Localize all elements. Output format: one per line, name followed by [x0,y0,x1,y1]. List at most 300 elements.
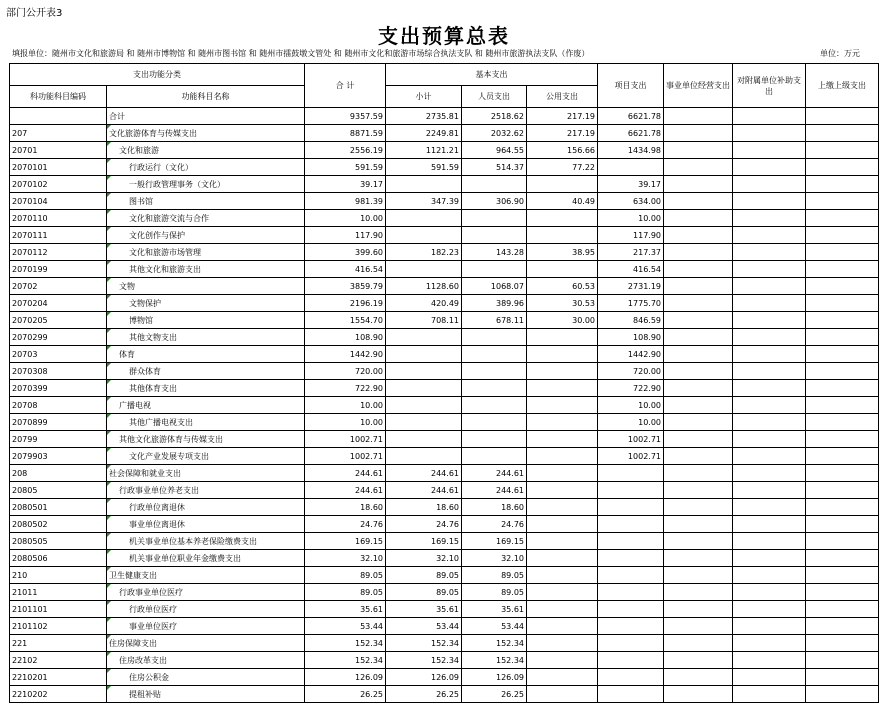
cell-subtotal: 152.34 [386,635,462,652]
cell-upper [806,380,879,397]
cell-code: 2080501 [10,499,107,516]
cell-public [527,431,598,448]
cell-personnel: 244.61 [462,482,527,499]
cell-project: 1002.71 [598,431,664,448]
cell-total: 24.76 [305,516,386,533]
cell-marker-icon [107,312,111,316]
cell-personnel: 126.09 [462,669,527,686]
header-basic: 基本支出 [386,64,598,86]
cell-name [107,397,305,414]
cell-upper [806,193,879,210]
cell-upper [806,176,879,193]
cell-total: 10.00 [305,414,386,431]
cell-subsidy [733,533,806,550]
cell-upper [806,584,879,601]
cell-project: 1775.70 [598,295,664,312]
cell-public [527,482,598,499]
cell-name-text: 提租补贴 [129,689,161,699]
table-row [10,533,879,550]
cell-subsidy [733,227,806,244]
cell-subtotal: 244.61 [386,465,462,482]
cell-subtotal: 347.39 [386,193,462,210]
cell-name [107,516,305,533]
cell-marker-icon [107,176,111,180]
cell-personnel: 678.11 [462,312,527,329]
cell-name [107,227,305,244]
cell-upper [806,516,879,533]
cell-project: 10.00 [598,414,664,431]
table-row [10,431,879,448]
cell-personnel: 306.90 [462,193,527,210]
cell-marker-icon [107,516,111,520]
cell-marker-icon [107,482,111,486]
cell-subtotal: 35.61 [386,601,462,618]
cell-project: 6621.78 [598,125,664,142]
cell-name [107,482,305,499]
cell-subtotal: 591.59 [386,159,462,176]
cell-personnel: 53.44 [462,618,527,635]
cell-project: 634.00 [598,193,664,210]
table-row [10,193,879,210]
cell-subsidy [733,652,806,669]
header-personnel: 人员支出 [462,86,527,108]
cell-project [598,159,664,176]
cell-project: 722.90 [598,380,664,397]
cell-name-text: 住房改革支出 [119,655,167,665]
cell-public: 30.53 [527,295,598,312]
header-project: 项目支出 [598,64,664,108]
cell-total: 89.05 [305,584,386,601]
cell-subsidy [733,567,806,584]
table-row [10,363,879,380]
cell-name [107,193,305,210]
cell-public: 77.22 [527,159,598,176]
cell-project [598,618,664,635]
table-row [10,329,879,346]
cell-upper [806,499,879,516]
cell-name [107,550,305,567]
cell-enterprise [664,210,733,227]
table-row [10,176,879,193]
cell-personnel [462,363,527,380]
cell-subsidy [733,312,806,329]
header-upper: 上缴上级支出 [806,64,879,108]
cell-project: 846.59 [598,312,664,329]
table-row [10,227,879,244]
cell-public [527,210,598,227]
cell-subtotal: 24.76 [386,516,462,533]
header-code: 科功能科目编码 [10,86,107,108]
cell-name [107,652,305,669]
cell-name-text: 一般行政管理事务（文化） [129,179,225,189]
cell-name-text: 广播电视 [119,400,151,410]
cell-code: 21011 [10,584,107,601]
cell-subtotal [386,380,462,397]
cell-enterprise [664,346,733,363]
cell-public [527,618,598,635]
cell-name [107,669,305,686]
cell-public [527,635,598,652]
cell-name-text: 社会保障和就业支出 [109,468,181,478]
cell-enterprise [664,686,733,703]
cell-personnel [462,329,527,346]
cell-enterprise [664,329,733,346]
cell-enterprise [664,499,733,516]
cell-marker-icon [107,159,111,163]
cell-name [107,465,305,482]
cell-personnel: 964.55 [462,142,527,159]
cell-upper [806,431,879,448]
cell-enterprise [664,108,733,125]
cell-subtotal: 420.49 [386,295,462,312]
cell-marker-icon [107,431,111,435]
cell-marker-icon [107,193,111,197]
cell-name [107,346,305,363]
cell-subtotal: 126.09 [386,669,462,686]
table-row [10,278,879,295]
cell-personnel [462,380,527,397]
table-row [10,125,879,142]
cell-public [527,601,598,618]
cell-name-text: 住房公积金 [129,672,169,682]
cell-name [107,448,305,465]
cell-total: 591.59 [305,159,386,176]
cell-public: 40.49 [527,193,598,210]
cell-marker-icon [107,125,111,129]
cell-subsidy [733,618,806,635]
cell-enterprise [664,601,733,618]
cell-subtotal [386,176,462,193]
cell-code: 207 [10,125,107,142]
cell-enterprise [664,142,733,159]
cell-public [527,652,598,669]
cell-code: 22102 [10,652,107,669]
cell-project: 10.00 [598,397,664,414]
table-row [10,567,879,584]
cell-personnel: 32.10 [462,550,527,567]
cell-project [598,652,664,669]
cell-code [10,108,107,125]
cell-name [107,210,305,227]
cell-subtotal: 53.44 [386,618,462,635]
cell-enterprise [664,295,733,312]
cell-enterprise [664,363,733,380]
cell-subtotal [386,397,462,414]
cell-code: 2070199 [10,261,107,278]
cell-marker-icon [107,652,111,656]
cell-upper [806,448,879,465]
table-row [10,635,879,652]
cell-subsidy [733,210,806,227]
cell-code: 2070111 [10,227,107,244]
cell-enterprise [664,125,733,142]
cell-code: 20703 [10,346,107,363]
cell-total: 722.90 [305,380,386,397]
cell-total: 244.61 [305,465,386,482]
table-row [10,584,879,601]
cell-subtotal: 2249.81 [386,125,462,142]
cell-enterprise [664,380,733,397]
cell-subsidy [733,635,806,652]
table-row [10,397,879,414]
cell-subsidy [733,346,806,363]
cell-personnel [462,414,527,431]
table-row [10,482,879,499]
table-row [10,380,879,397]
cell-public [527,465,598,482]
cell-public [527,533,598,550]
cell-subtotal: 182.23 [386,244,462,261]
cell-personnel [462,210,527,227]
cell-upper [806,125,879,142]
cell-total: 416.54 [305,261,386,278]
cell-subsidy [733,142,806,159]
cell-public [527,686,598,703]
cell-upper [806,482,879,499]
cell-subtotal [386,448,462,465]
currency-unit: 单位：万元 [820,49,860,58]
cell-name-text: 体育 [119,349,135,359]
cell-subsidy [733,363,806,380]
cell-enterprise [664,312,733,329]
cell-enterprise [664,669,733,686]
cell-subsidy [733,261,806,278]
cell-project [598,584,664,601]
cell-subsidy [733,244,806,261]
cell-subsidy [733,516,806,533]
cell-code: 2070102 [10,176,107,193]
cell-code: 2080505 [10,533,107,550]
cell-marker-icon [107,278,111,282]
cell-project [598,686,664,703]
cell-project [598,567,664,584]
cell-name-text: 卫生健康支出 [109,570,157,580]
cell-name [107,329,305,346]
cell-name [107,295,305,312]
cell-code: 210 [10,567,107,584]
cell-upper [806,567,879,584]
cell-code: 20702 [10,278,107,295]
cell-personnel [462,261,527,278]
cell-enterprise [664,176,733,193]
cell-name-text: 其他文化和旅游支出 [129,264,201,274]
cell-subsidy [733,193,806,210]
cell-code: 20708 [10,397,107,414]
cell-enterprise [664,482,733,499]
cell-subtotal: 1128.60 [386,278,462,295]
cell-total: 35.61 [305,601,386,618]
cell-upper [806,465,879,482]
cell-subsidy [733,499,806,516]
cell-name [107,278,305,295]
cell-subtotal: 708.11 [386,312,462,329]
cell-name-text: 行政单位医疗 [129,604,177,614]
cell-public [527,346,598,363]
cell-project: 117.90 [598,227,664,244]
cell-total: 39.17 [305,176,386,193]
table-row [10,346,879,363]
cell-project [598,533,664,550]
cell-name-text: 博物馆 [129,315,153,325]
cell-subtotal: 152.34 [386,652,462,669]
cell-subsidy [733,482,806,499]
cell-name [107,380,305,397]
cell-enterprise [664,414,733,431]
cell-total: 10.00 [305,210,386,227]
table-row [10,108,879,125]
cell-public [527,227,598,244]
cell-marker-icon [107,397,111,401]
cell-subsidy [733,414,806,431]
cell-enterprise [664,652,733,669]
cell-name-text: 住房保障支出 [109,638,157,648]
cell-public [527,397,598,414]
cell-marker-icon [107,261,111,265]
cell-upper [806,159,879,176]
cell-public: 38.95 [527,244,598,261]
cell-total: 9357.59 [305,108,386,125]
cell-subsidy [733,380,806,397]
table-row [10,618,879,635]
cell-name [107,244,305,261]
cell-project: 108.90 [598,329,664,346]
cell-public: 30.00 [527,312,598,329]
cell-marker-icon [107,295,111,299]
cell-subtotal: 169.15 [386,533,462,550]
cell-name-text: 其他文物支出 [129,332,177,342]
cell-subtotal: 32.10 [386,550,462,567]
cell-code: 2070112 [10,244,107,261]
cell-marker-icon [107,210,111,214]
cell-name-text: 文物保护 [129,298,161,308]
page-title: 支出预算总表 [378,24,510,48]
cell-name [107,533,305,550]
cell-upper [806,295,879,312]
cell-total: 26.25 [305,686,386,703]
cell-name [107,618,305,635]
cell-project [598,550,664,567]
cell-code: 2079903 [10,448,107,465]
cell-name [107,635,305,652]
cell-name [107,312,305,329]
cell-upper [806,533,879,550]
cell-marker-icon [107,601,111,605]
cell-project [598,635,664,652]
cell-name-text: 文化旅游体育与传媒支出 [109,128,197,138]
table-row [10,669,879,686]
cell-enterprise [664,227,733,244]
cell-upper [806,142,879,159]
cell-public: 217.19 [527,125,598,142]
cell-marker-icon [107,380,111,384]
cell-subtotal [386,329,462,346]
cell-public [527,669,598,686]
cell-upper [806,414,879,431]
table-row [10,159,879,176]
cell-name-text: 群众体育 [129,366,161,376]
cell-name-text: 文化和旅游市场管理 [129,247,201,257]
cell-public: 217.19 [527,108,598,125]
cell-marker-icon [107,227,111,231]
cell-subtotal: 2735.81 [386,108,462,125]
cell-name-text: 行政事业单位养老支出 [119,485,199,495]
table-row [10,142,879,159]
cell-subsidy [733,278,806,295]
cell-personnel: 169.15 [462,533,527,550]
cell-subsidy [733,601,806,618]
cell-subtotal: 244.61 [386,482,462,499]
cell-public [527,499,598,516]
cell-total: 152.34 [305,652,386,669]
cell-project [598,465,664,482]
cell-marker-icon [107,329,111,333]
cell-marker-icon [107,346,111,350]
cell-upper [806,261,879,278]
cell-upper [806,635,879,652]
cell-project: 10.00 [598,210,664,227]
cell-public [527,176,598,193]
header-total: 合 计 [305,64,386,108]
cell-enterprise [664,550,733,567]
cell-subtotal [386,363,462,380]
cell-name [107,601,305,618]
cell-subtotal [386,261,462,278]
cell-personnel: 35.61 [462,601,527,618]
cell-personnel [462,227,527,244]
cell-upper [806,652,879,669]
cell-total: 720.00 [305,363,386,380]
cell-code: 2070399 [10,380,107,397]
cell-name-text: 机关事业单位职业年金缴费支出 [129,553,241,563]
cell-total: 1554.70 [305,312,386,329]
cell-upper [806,397,879,414]
table-row [10,244,879,261]
cell-subsidy [733,295,806,312]
cell-upper [806,686,879,703]
table-row [10,499,879,516]
cell-upper [806,312,879,329]
cell-marker-icon [107,499,111,503]
cell-personnel: 89.05 [462,567,527,584]
budget-table [9,63,879,703]
cell-upper [806,601,879,618]
cell-public [527,329,598,346]
cell-personnel: 514.37 [462,159,527,176]
cell-subtotal [386,346,462,363]
cell-code: 2070110 [10,210,107,227]
cell-personnel [462,448,527,465]
cell-subtotal: 18.60 [386,499,462,516]
cell-total: 1442.90 [305,346,386,363]
cell-project: 1434.98 [598,142,664,159]
cell-enterprise [664,448,733,465]
cell-subtotal [386,414,462,431]
cell-name [107,159,305,176]
cell-total: 152.34 [305,635,386,652]
cell-enterprise [664,516,733,533]
table-row [10,261,879,278]
cell-marker-icon [107,686,111,690]
cell-marker-icon [107,635,111,639]
cell-subtotal: 89.05 [386,584,462,601]
cell-upper [806,227,879,244]
cell-code: 2070104 [10,193,107,210]
cell-name-text: 合计 [109,111,125,121]
cell-subtotal: 89.05 [386,567,462,584]
cell-enterprise [664,159,733,176]
cell-code: 2070101 [10,159,107,176]
cell-marker-icon [107,584,111,588]
